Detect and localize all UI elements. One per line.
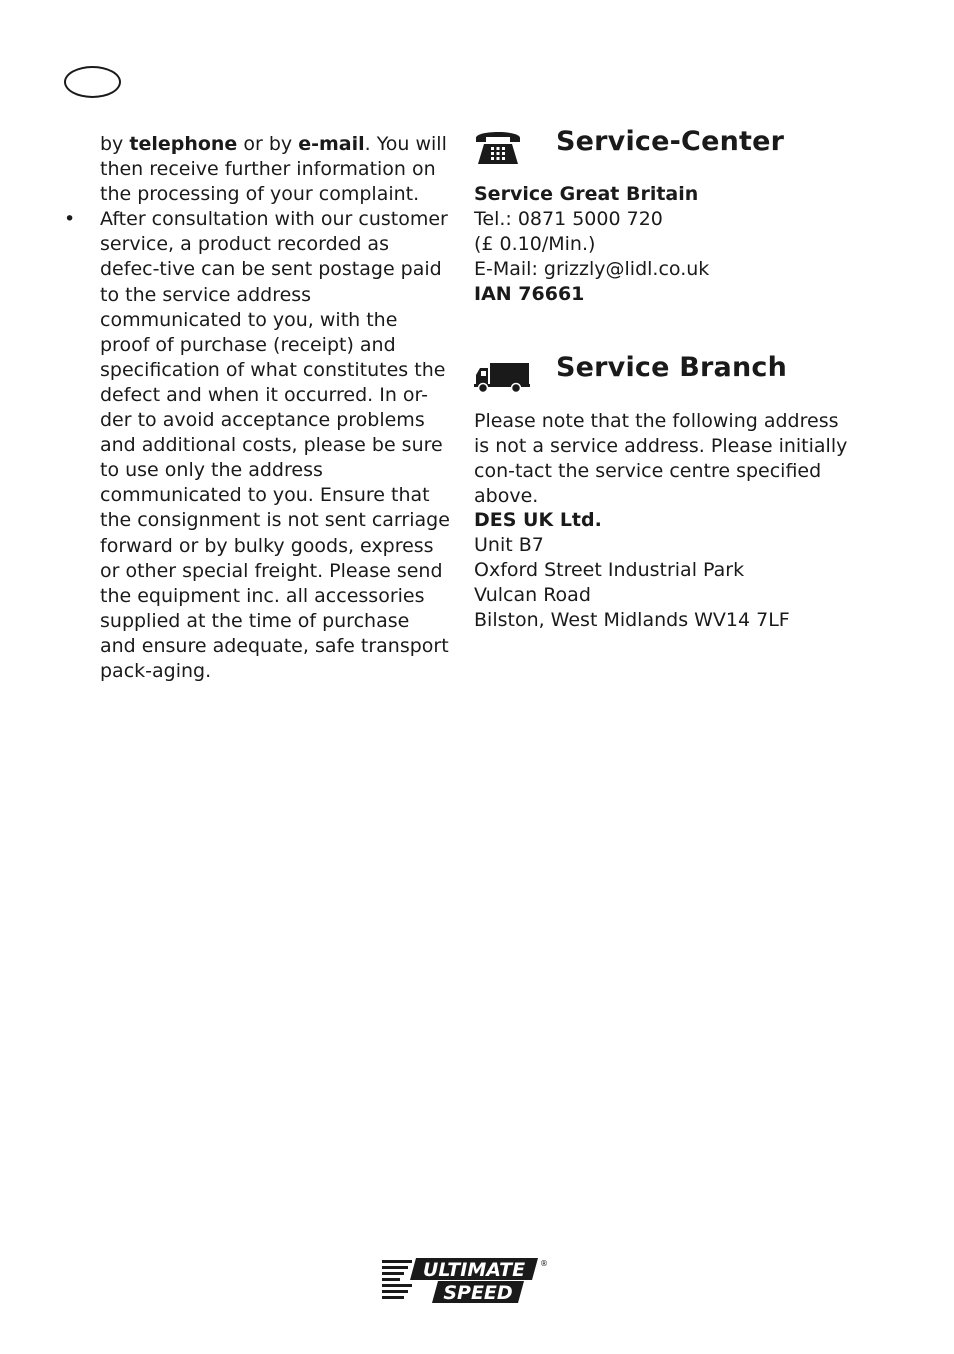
service-branch-title: Service Branch	[556, 352, 788, 383]
service-email: E-Mail: grizzly@lidl.co.uk	[474, 258, 710, 281]
service-region-heading: Service Great Britain	[474, 183, 699, 205]
company-name: DES UK Ltd.	[474, 509, 602, 531]
branch-address	[474, 508, 874, 633]
bullet-icon: •	[64, 208, 76, 231]
service-branch-note	[474, 409, 854, 509]
service-telephone: Tel.: 0871 5000 720	[474, 208, 663, 231]
address-line-2: Oxford Street Industrial Park	[474, 559, 745, 582]
registered-mark: ®	[540, 1259, 548, 1268]
logo-line-2: SPEED	[443, 1282, 513, 1304]
service-center-title: Service-Center	[556, 126, 785, 157]
left-column	[64, 132, 450, 684]
address-line-4: Bilston, West Midlands WV14 7LF	[474, 609, 790, 632]
ultimate-speed-logo	[382, 1256, 547, 1306]
ian-number: IAN 76661	[474, 283, 585, 306]
complaint-paragraph: by telephone or by e-mail. You will then receive further information on the processing of your complaint.	[100, 133, 447, 206]
truck-icon	[474, 362, 530, 394]
address-line-3: Vulcan Road	[474, 584, 591, 607]
service-rate: (£ 0.10/Min.)	[474, 233, 596, 256]
bullet-text: After consultation with our customer service, a product recorded as defec-tive can be sent postage paid to the service address communicated to you, with the proof of purchase (receipt) and specification of what constitutes the defect and when it occurred. In or-der to avoid acceptance problems and additional costs, please be sure to use only the address communicated to you. Ensure that the consignment is not sent carriage forward or by bulky goods, express or other special freight. Please send the equipment inc. all accessories supplied at the time of purchase and ensure adequate, safe transport pack-aging.	[100, 208, 450, 682]
service-center-details	[474, 182, 874, 307]
telephone-icon	[474, 126, 522, 166]
list-item	[64, 207, 450, 684]
logo-line-1: ULTIMATE	[422, 1259, 526, 1281]
address-line-1: Unit B7	[474, 534, 544, 557]
language-badge	[64, 66, 121, 98]
branch-note-text: Please note that the following address is not a service address. Please initially con-tact the service centre specified above.	[474, 410, 848, 508]
